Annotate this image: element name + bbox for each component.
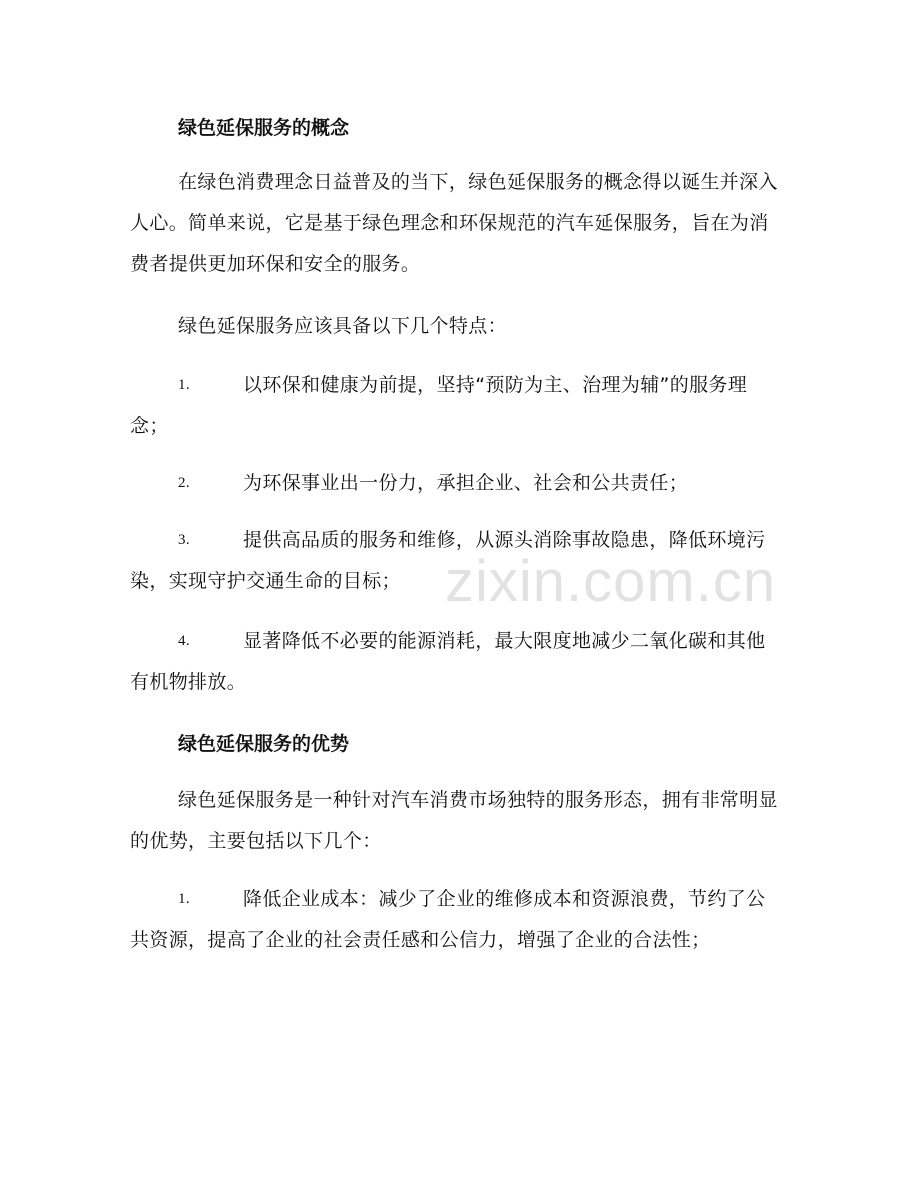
list-item	[130, 621, 780, 703]
advantages-intro-paragraph: 绿色延保服务是一种针对汽车消费市场独特的服务形态，拥有非常明显的优势，主要包括以下几个：	[130, 789, 778, 852]
list-item	[130, 879, 780, 961]
list-item-number: 1.	[178, 377, 190, 393]
list-item-number: 3.	[178, 532, 190, 548]
section-heading-advantages: 绿色延保服务的优势	[178, 733, 350, 755]
list-item-number: 1.	[178, 891, 190, 907]
list-item-text: 以环保和健康为前提，坚持“预防为主、治理为辅”的服务理念；	[130, 374, 748, 437]
list-item-text: 提供高品质的服务和维修，从源头消除事故隐患，降低环境污染，实现守护交通生命的目标；	[130, 529, 766, 592]
list-item	[130, 365, 780, 447]
list-item-text: 降低企业成本：减少了企业的维修成本和资源浪费，节约了公共资源，提高了企业的社会责任感和公信力，增强了企业的合法性；	[130, 888, 766, 951]
list-item-text: 为环保事业出一份力，承担企业、社会和公共责任；	[243, 472, 689, 494]
list-item-number: 2.	[178, 475, 190, 491]
watermark: zixin.com.cn	[445, 549, 777, 614]
features-lead-paragraph: 绿色延保服务应该具备以下几个特点：	[178, 315, 507, 337]
list-item-text: 显著降低不必要的能源消耗，最大限度地减少二氧化碳和其他有机物排放。	[130, 630, 766, 693]
section-heading-concept: 绿色延保服务的概念	[178, 117, 350, 139]
concept-intro-paragraph: 在绿色消费理念日益普及的当下，绿色延保服务的概念得以诞生并深入人心。简单来说，它是基于绿色理念和环保规范的汽车延保服务，旨在为消费者提供更加环保和安全的服务。	[130, 171, 778, 275]
list-item-number: 4.	[178, 633, 190, 649]
list-item	[130, 463, 780, 504]
